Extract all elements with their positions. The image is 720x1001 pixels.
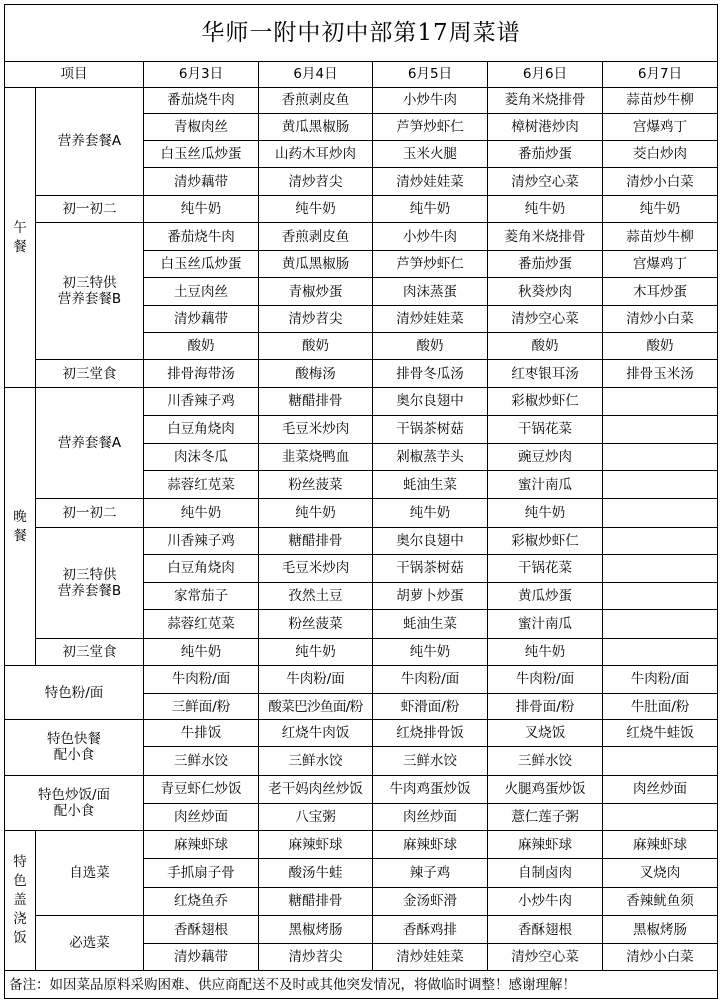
dish-cell: 酸汤牛蛙 (259, 859, 373, 887)
dish-cell: 香酥翅根 (144, 915, 259, 943)
dish-cell: 纯牛奶 (373, 638, 488, 665)
label-line: 营养套餐B (57, 582, 122, 599)
dish-cell: 排骨冬瓜汤 (373, 360, 488, 388)
header-day: 6月5日 (373, 61, 488, 87)
dish-cell: 三鲜水饺 (259, 747, 373, 775)
grade12-label: 初一初二 (36, 195, 144, 222)
dish-cell: 小炒牛肉 (488, 887, 603, 915)
dish-cell: 糖醋排骨 (259, 388, 373, 415)
dish-cell: 秋葵炒肉 (488, 278, 603, 305)
header-day: 6月3日 (144, 61, 259, 87)
dish-cell: 菱角米烧排骨 (488, 222, 603, 250)
meal-label-text: 晚餐 (13, 508, 27, 544)
label-line: 特色炒饭/面 (37, 786, 111, 803)
dish-cell (603, 471, 718, 499)
dish-cell: 清炒空心菜 (488, 168, 603, 195)
dish-cell: 纯牛奶 (603, 195, 718, 222)
dish-cell: 三鲜水饺 (373, 747, 488, 775)
dish-cell: 奥尔良翅中 (373, 388, 488, 415)
dish-cell: 自制卤肉 (488, 859, 603, 887)
dish-cell: 黄瓜黑椒肠 (259, 113, 373, 140)
set-b-label (36, 527, 144, 638)
dish-cell: 青豆虾仁炒饭 (144, 775, 259, 803)
dish-cell: 川香辣子鸡 (144, 388, 259, 415)
header-day: 6月4日 (259, 61, 373, 87)
grade12-label: 初一初二 (36, 499, 144, 527)
dinner-meal-label (5, 388, 36, 665)
dish-cell (603, 527, 718, 554)
dish-cell: 清炒娃娃菜 (373, 944, 488, 971)
grade3-label: 初三堂食 (36, 638, 144, 665)
dish-cell: 白豆角烧肉 (144, 415, 259, 443)
set-a-label: 营养套餐A (36, 87, 144, 195)
dish-cell: 毛豆米炒肉 (259, 415, 373, 443)
dish-cell: 酸奶 (603, 332, 718, 359)
dish-cell: 牛肉粉/面 (488, 665, 603, 693)
dish-cell (603, 443, 718, 470)
dish-cell: 小炒牛肉 (373, 87, 488, 113)
dish-cell: 白玉丝瓜炒蛋 (144, 251, 259, 278)
dish-cell: 香酥翅根 (488, 915, 603, 943)
dish-cell: 纯牛奶 (488, 195, 603, 222)
dish-cell: 酸奶 (373, 332, 488, 359)
dish-cell: 蒜苗炒牛柳 (603, 222, 718, 250)
dish-cell: 排骨玉米汤 (603, 360, 718, 388)
dish-cell: 蒜苗炒牛柳 (603, 87, 718, 113)
dish-cell: 玉米火腿 (373, 141, 488, 168)
dish-cell: 酸梅汤 (259, 360, 373, 388)
dish-cell: 韭菜烧鸭血 (259, 443, 373, 470)
dish-cell: 纯牛奶 (144, 638, 259, 665)
grade3-label: 初三堂食 (36, 360, 144, 388)
dish-cell: 纯牛奶 (259, 638, 373, 665)
dish-cell: 彩椒炒虾仁 (488, 388, 603, 415)
dish-cell: 叉烧肉 (603, 859, 718, 887)
dish-cell: 纯牛奶 (488, 638, 603, 665)
dish-cell: 土豆肉丝 (144, 278, 259, 305)
dish-cell: 豌豆炒肉 (488, 443, 603, 470)
dish-cell: 酸奶 (144, 332, 259, 359)
dish-cell: 红烧鱼乔 (144, 887, 259, 915)
dish-cell (603, 499, 718, 527)
dish-cell: 山药木耳炒肉 (259, 141, 373, 168)
dish-cell: 黄瓜黑椒肠 (259, 251, 373, 278)
dish-cell: 番茄炒蛋 (488, 251, 603, 278)
header-day: 6月6日 (488, 61, 603, 87)
dish-cell: 麻辣虾球 (373, 831, 488, 859)
dish-cell: 干锅花菜 (488, 554, 603, 582)
dish-cell: 肉丝炒面 (373, 803, 488, 830)
dish-cell: 排骨海带汤 (144, 360, 259, 388)
dish-cell: 肉丝炒面 (144, 803, 259, 830)
dish-cell: 青椒炒蛋 (259, 278, 373, 305)
dish-cell: 叉烧饭 (488, 720, 603, 747)
dish-cell: 纯牛奶 (373, 195, 488, 222)
dish-cell: 三鲜水饺 (488, 747, 603, 775)
dish-cell: 清炒小白菜 (603, 944, 718, 971)
dish-cell: 清炒空心菜 (488, 305, 603, 332)
dish-cell: 清炒藕带 (144, 305, 259, 332)
ricebowl-label-char: 色 (13, 873, 27, 890)
dish-cell (603, 415, 718, 443)
dish-cell: 红烧牛蛙饭 (603, 720, 718, 747)
friedrice-label (5, 775, 144, 830)
dish-cell (603, 747, 718, 775)
dish-cell: 孜然土豆 (259, 583, 373, 610)
dish-cell: 宫爆鸡丁 (603, 113, 718, 140)
dish-cell: 红烧牛肉饭 (259, 720, 373, 747)
fastmeal-label (5, 720, 144, 775)
dish-cell: 纯牛奶 (488, 499, 603, 527)
ricebowl-label-char: 盖 (13, 892, 27, 909)
dish-cell: 清炒藕带 (144, 168, 259, 195)
dish-cell: 蜜汁南瓜 (488, 471, 603, 499)
header-day: 6月7日 (603, 61, 718, 87)
dish-cell: 番茄炒蛋 (488, 141, 603, 168)
dish-cell: 干锅茶树菇 (373, 415, 488, 443)
dish-cell: 牛肉粉/面 (603, 665, 718, 693)
dish-cell: 清炒小白菜 (603, 305, 718, 332)
dish-cell: 小炒牛肉 (373, 222, 488, 250)
dish-cell: 蒜蓉红苋菜 (144, 471, 259, 499)
ricebowl-label (5, 831, 36, 971)
set-b-label (36, 222, 144, 359)
dish-cell: 麻辣虾球 (603, 831, 718, 859)
label-text: 特色粉/面 (44, 684, 104, 701)
label-line: 配小食 (53, 802, 95, 819)
ricebowl-label-char: 特 (13, 854, 27, 871)
dish-cell: 肉丝炒面 (603, 775, 718, 803)
dish-cell: 香辣鱿鱼须 (603, 887, 718, 915)
dish-cell: 香煎剥皮鱼 (259, 87, 373, 113)
dish-cell: 黑椒烤肠 (603, 915, 718, 943)
dish-cell (603, 803, 718, 830)
dish-cell: 粉丝菠菜 (259, 610, 373, 638)
dish-cell: 红烧排骨饭 (373, 720, 488, 747)
ricebowl-label-char: 浇 (13, 911, 27, 928)
dish-cell: 清炒娃娃菜 (373, 168, 488, 195)
dish-cell: 酸奶 (488, 332, 603, 359)
dish-cell: 清炒小白菜 (603, 168, 718, 195)
lunch-meal-label (5, 87, 36, 388)
dish-cell: 三鲜水饺 (144, 747, 259, 775)
dish-cell: 清炒藕带 (144, 944, 259, 971)
dish-cell: 酸菜巴沙鱼面/粉 (259, 694, 373, 720)
dish-cell: 肉沫蒸蛋 (373, 278, 488, 305)
dish-cell: 八宝粥 (259, 803, 373, 830)
dish-cell: 白豆角烧肉 (144, 554, 259, 582)
dish-cell: 麻辣虾球 (144, 831, 259, 859)
dish-cell: 三鲜面/粉 (144, 694, 259, 720)
dish-cell: 纯牛奶 (144, 499, 259, 527)
dish-cell: 芦笋炒虾仁 (373, 251, 488, 278)
label-line: 初三特供 (62, 275, 117, 291)
required-label: 必选菜 (36, 915, 144, 970)
label-line: 初三特供 (62, 566, 117, 583)
weekly-menu-table (4, 4, 718, 999)
meal-label-text: 午餐 (13, 219, 27, 255)
dish-cell: 家常茄子 (144, 583, 259, 610)
dish-cell: 番茄烧牛肉 (144, 222, 259, 250)
dish-cell: 薏仁莲子粥 (488, 803, 603, 830)
dish-cell: 奥尔良翅中 (373, 527, 488, 554)
dish-cell: 牛肉鸡蛋炒饭 (373, 775, 488, 803)
dish-cell: 清炒苕尖 (259, 305, 373, 332)
dish-cell: 排骨面/粉 (488, 694, 603, 720)
dish-cell: 菱角米烧排骨 (488, 87, 603, 113)
dish-cell (603, 388, 718, 415)
dish-cell: 虾滑面/粉 (373, 694, 488, 720)
dish-cell: 牛肉粉/面 (373, 665, 488, 693)
dish-cell: 彩椒炒虾仁 (488, 527, 603, 554)
dish-cell: 辣子鸡 (373, 859, 488, 887)
dish-cell: 酸奶 (259, 332, 373, 359)
dish-cell: 胡萝卜炒蛋 (373, 583, 488, 610)
dish-cell: 牛肉粉/面 (144, 665, 259, 693)
dish-cell: 麻辣虾球 (259, 831, 373, 859)
dish-cell: 木耳炒蛋 (603, 278, 718, 305)
dish-cell (603, 583, 718, 610)
dish-cell: 蚝油生菜 (373, 610, 488, 638)
dish-cell: 清炒空心菜 (488, 944, 603, 971)
dish-cell: 红枣银耳汤 (488, 360, 603, 388)
dish-cell: 宫爆鸡丁 (603, 251, 718, 278)
dish-cell: 肉沫冬瓜 (144, 443, 259, 470)
dish-cell: 蚝油生菜 (373, 471, 488, 499)
dish-cell: 糖醋排骨 (259, 527, 373, 554)
dish-cell: 纯牛奶 (373, 499, 488, 527)
dish-cell: 蜜汁南瓜 (488, 610, 603, 638)
header-item: 项目 (5, 61, 144, 87)
dish-cell: 清炒娃娃菜 (373, 305, 488, 332)
dish-cell: 干锅花菜 (488, 415, 603, 443)
dish-cell: 牛肚面/粉 (603, 694, 718, 720)
set-a-label: 营养套餐A (36, 388, 144, 499)
dish-cell (603, 638, 718, 665)
dish-cell: 蒜蓉红苋菜 (144, 610, 259, 638)
footer-note: 备注：如因菜品原料采购困难、供应商配送不及时或其他突发情况，将做临时调整！感谢理解！ (5, 971, 718, 999)
dish-cell: 干锅茶树菇 (373, 554, 488, 582)
dish-cell (603, 610, 718, 638)
label-line: 营养套餐B (57, 291, 122, 307)
noodles-label (5, 665, 144, 719)
dish-cell: 老干妈肉丝炒饭 (259, 775, 373, 803)
dish-cell: 清炒苕尖 (259, 168, 373, 195)
page-title: 华师一附中初中部第17周菜谱 (5, 5, 718, 62)
dish-cell: 牛肉粉/面 (259, 665, 373, 693)
dish-cell: 纯牛奶 (144, 195, 259, 222)
dish-cell: 青椒肉丝 (144, 113, 259, 140)
dish-cell: 纯牛奶 (259, 195, 373, 222)
dish-cell: 麻辣虾球 (488, 831, 603, 859)
dish-cell: 香煎剥皮鱼 (259, 222, 373, 250)
dish-cell: 芦笋炒虾仁 (373, 113, 488, 140)
dish-cell: 纯牛奶 (259, 499, 373, 527)
dish-cell: 粉丝菠菜 (259, 471, 373, 499)
dish-cell: 毛豆米炒肉 (259, 554, 373, 582)
dish-cell: 川香辣子鸡 (144, 527, 259, 554)
dish-cell: 番茄烧牛肉 (144, 87, 259, 113)
optional-label: 自选菜 (36, 831, 144, 916)
dish-cell: 樟树港炒肉 (488, 113, 603, 140)
ricebowl-label-char: 饭 (13, 930, 27, 947)
dish-cell: 牛排饭 (144, 720, 259, 747)
label-line: 特色快餐 (47, 731, 101, 748)
dish-cell (603, 554, 718, 582)
dish-cell: 清炒苕尖 (259, 944, 373, 971)
label-line: 配小食 (53, 747, 95, 764)
dish-cell: 黑椒烤肠 (259, 915, 373, 943)
dish-cell: 火腿鸡蛋炒饭 (488, 775, 603, 803)
dish-cell: 金汤虾滑 (373, 887, 488, 915)
dish-cell: 剁椒蒸芋头 (373, 443, 488, 470)
dish-cell: 糖醋排骨 (259, 887, 373, 915)
dish-cell: 白玉丝瓜炒蛋 (144, 141, 259, 168)
dish-cell: 手抓扇子骨 (144, 859, 259, 887)
dish-cell: 香酥鸡排 (373, 915, 488, 943)
dish-cell: 茭白炒肉 (603, 141, 718, 168)
dish-cell: 黄瓜炒蛋 (488, 583, 603, 610)
